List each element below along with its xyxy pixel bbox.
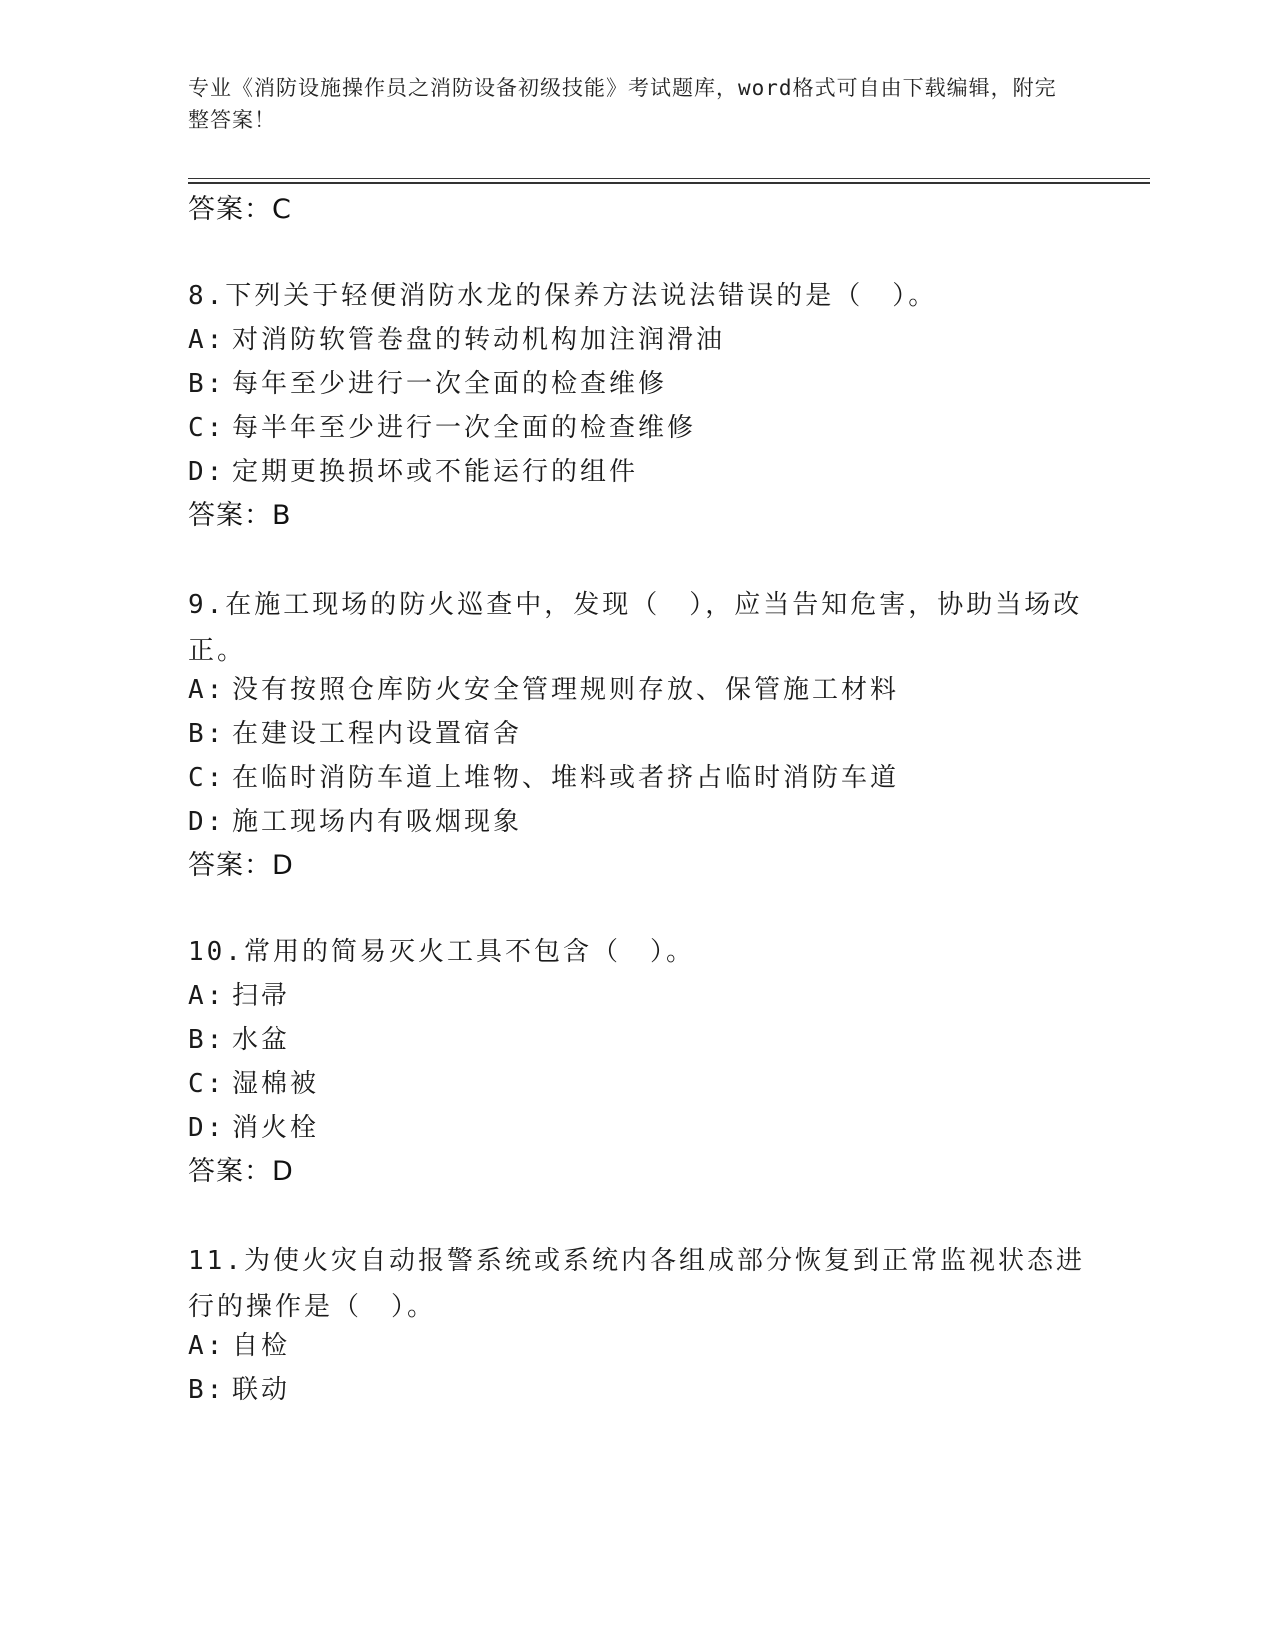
answer-label: 答案：C xyxy=(188,194,292,225)
option-key: A: xyxy=(188,1331,226,1361)
option-item xyxy=(188,1020,290,1060)
option-item xyxy=(188,452,638,492)
option-text: 消火栓 xyxy=(232,1113,320,1143)
option-item xyxy=(188,408,696,448)
option-text: 在建设工程内设置宿舍 xyxy=(232,719,523,749)
option-key: B: xyxy=(188,369,226,399)
option-text: 在临时消防车道上堆物、堆料或者挤占临时消防车道 xyxy=(232,763,900,793)
option-key: A: xyxy=(188,325,226,355)
option-text: 对消防软管卷盘的转动机构加注润滑油 xyxy=(232,325,726,355)
answer-label: 答案：D xyxy=(188,1156,294,1187)
option-key: C: xyxy=(188,1069,226,1099)
option-item xyxy=(188,320,725,360)
option-item xyxy=(188,1064,319,1104)
option-text: 施工现场内有吸烟现象 xyxy=(232,807,523,837)
option-key: A: xyxy=(188,675,226,705)
option-key: D: xyxy=(188,807,226,837)
option-text: 湿棉被 xyxy=(232,1069,320,1099)
option-key: B: xyxy=(188,1025,226,1055)
option-key: B: xyxy=(188,719,226,749)
option-text: 定期更换损坏或不能运行的组件 xyxy=(232,457,639,487)
option-text: 自检 xyxy=(232,1331,291,1361)
header-divider-thick xyxy=(188,182,1150,184)
option-key: D: xyxy=(188,457,226,487)
header-divider-thin xyxy=(188,178,1150,179)
option-text: 联动 xyxy=(232,1375,291,1405)
option-text: 每年至少进行一次全面的检查维修 xyxy=(232,369,668,399)
option-item xyxy=(188,1370,290,1410)
option-item xyxy=(188,1108,319,1148)
question-text: 11.为使火灾自动报警系统或系统内各组成部分恢复到正常监视状态进行的操作是（ ）。 xyxy=(188,1246,1085,1322)
option-key: B: xyxy=(188,1375,226,1405)
option-item xyxy=(188,976,290,1016)
question-text: 10.常用的简易灭火工具不包含（ ）。 xyxy=(188,937,695,967)
option-text: 每半年至少进行一次全面的检查维修 xyxy=(232,413,697,443)
option-item xyxy=(188,364,667,404)
answer-label: 答案：B xyxy=(188,500,292,531)
answer-label: 答案：D xyxy=(188,850,294,881)
option-item xyxy=(188,802,522,842)
option-item xyxy=(188,714,522,754)
option-key: D: xyxy=(188,1113,226,1143)
option-key: A: xyxy=(188,981,226,1011)
question-text: 8.下列关于轻便消防水龙的保养方法说法错误的是（ ）。 xyxy=(188,281,938,311)
option-text: 没有按照仓库防火安全管理规则存放、保管施工材料 xyxy=(232,675,900,705)
option-text: 扫帚 xyxy=(232,981,291,1011)
option-item xyxy=(188,670,899,710)
option-item xyxy=(188,1326,290,1366)
document-header: 专业《消防设施操作员之消防设备初级技能》考试题库，word格式可自由下载编辑，附完整答案！ xyxy=(188,76,1057,132)
option-key: C: xyxy=(188,413,226,443)
question-text: 9.在施工现场的防火巡查中，发现（ ），应当告知危害，协助当场改正。 xyxy=(188,590,1083,666)
option-item xyxy=(188,758,899,798)
option-key: C: xyxy=(188,763,226,793)
option-text: 水盆 xyxy=(232,1025,291,1055)
